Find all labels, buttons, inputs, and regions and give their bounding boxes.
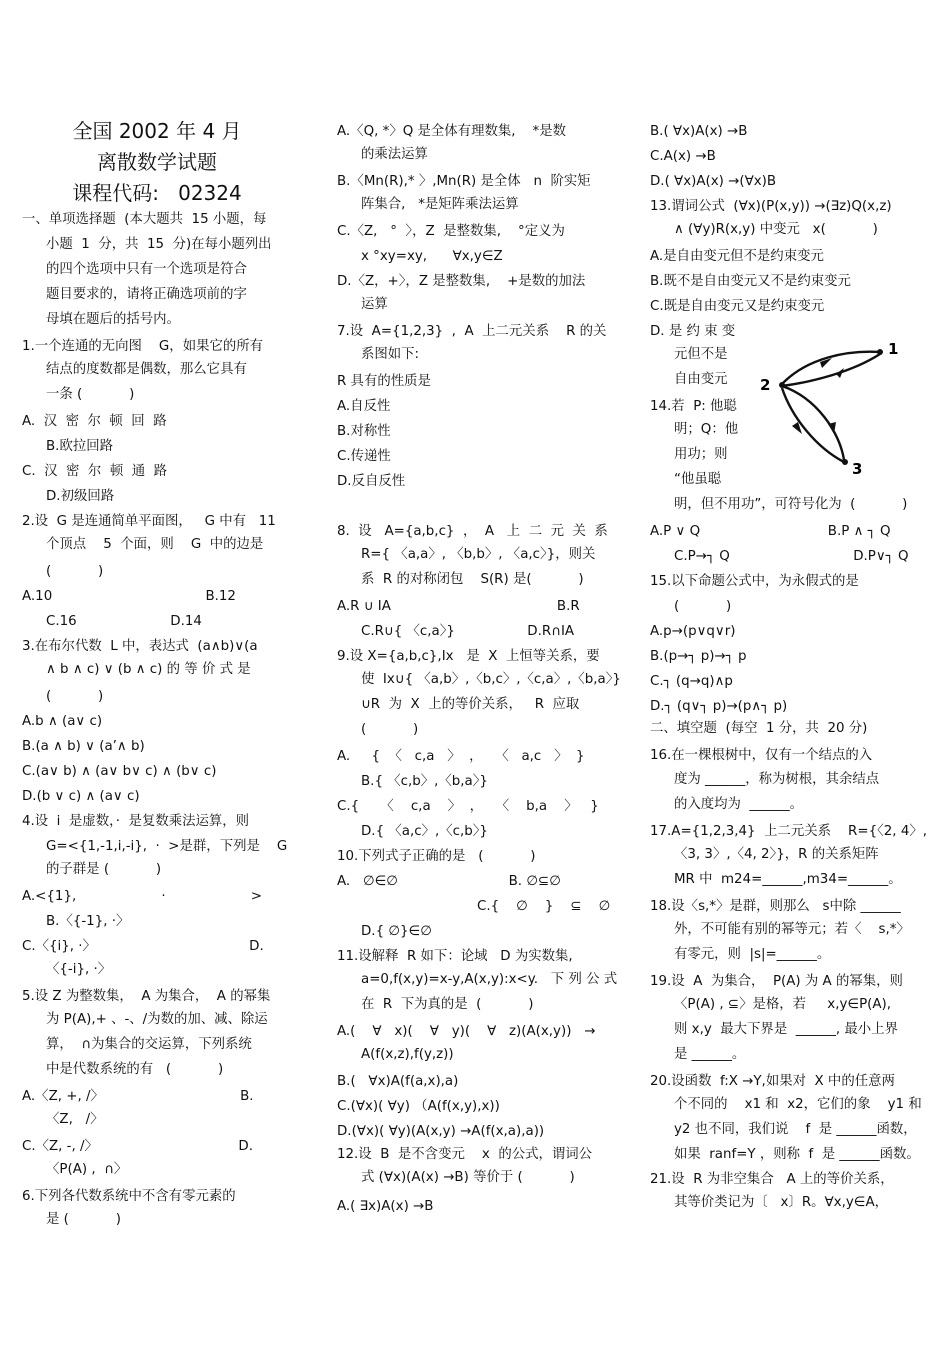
text-line: C.既是自由变元又是约束变元 — [650, 299, 825, 314]
text-line: B.{ 〈c,b〉,〈b,a〉} — [361, 774, 488, 789]
text-line: 17.A={1,2,3,4} 上二元关系 R={〈2, 4〉, — [650, 824, 927, 839]
text-line: C.〈{i}, ·〉 D. — [22, 939, 264, 954]
text-line: 母填在题后的括号内。 — [46, 312, 180, 327]
text-line: 15.以下命题公式中，为永假式的是 — [650, 574, 859, 589]
text-line: ( ) — [46, 564, 104, 579]
text-line: 是 ( ) — [46, 1212, 121, 1227]
text-line: B.既不是自由变元又不是约束变元 — [650, 274, 851, 289]
text-line: A.〈Q, *〉Q 是全体有理数集, *是数 — [337, 124, 566, 139]
text-line: 一条 ( ) — [46, 387, 135, 402]
text-line: 系图如下: — [361, 347, 420, 362]
text-line: C.〈Z, ° 〉，Z 是整数集, °定义为 — [337, 224, 565, 239]
text-line: 度为 ______，称为树根，其余结点 — [674, 772, 880, 787]
text-line: D.〈Z，+〉，Z 是整数集, +是数的加法 — [337, 274, 586, 289]
text-line: 中是代数系统的有 ( ) — [46, 1062, 224, 1077]
text-line: A.( ∀ x)( ∀ y)( ∀ z)(A(x,y)) → — [337, 1024, 596, 1039]
text-line: x °xy=xy, ∀x,y∈Z — [361, 249, 503, 264]
edge-2-to-1-upper — [782, 352, 880, 384]
text-line: A(f(x,z),f(y,z)) — [361, 1047, 454, 1062]
text-line: A.〈Z, +, /〉 B. — [22, 1089, 254, 1104]
text-line: 〈{-i}, ·〉 — [46, 962, 112, 977]
course-code: 课程代码: 02324 — [72, 181, 242, 205]
text-line: 如果 ranf=Y ，则称 f 是 ______函数。 — [674, 1147, 920, 1162]
text-line: ∧ b ∧ c) ∨ (b ∧ c) 的 等 价 式 是 — [46, 662, 251, 677]
text-line: 5.设 Z 为整数集， A 为集合， A 的幂集 — [22, 989, 271, 1004]
text-line: 系 R 的对称闭包 S(R) 是( ) — [361, 572, 584, 587]
text-line: 7.设 A={1,2,3} , A 上二元关系 R 的关 — [337, 324, 607, 339]
text-line: 二、填空题 (每空 1 分，共 20 分) — [650, 721, 868, 736]
text-line: B.对称性 — [337, 424, 391, 439]
text-line: A.自反性 — [337, 399, 391, 414]
text-line: R={ 〈a,a〉, 〈b,b〉, 〈a,c〉}，则关 — [361, 547, 596, 562]
text-line: A.( ∃x)A(x) →B — [337, 1199, 434, 1214]
text-line: 一、单项选择题 (本大题共 15 小题，每 — [22, 212, 267, 227]
text-line: C.传递性 — [337, 449, 391, 464]
text-line: 12.设 B 是不含变元 x 的公式，谓词公 — [337, 1147, 593, 1162]
text-line: D.{ 〈a,c〉,〈c,b〉} — [361, 824, 488, 839]
text-line: D.┐ (q∨┐ p)→(p∧┐ p) — [650, 699, 788, 714]
text-line: D.初级回路 — [46, 489, 115, 504]
text-line: C. 汉 密 尔 顿 通 路 — [22, 464, 168, 479]
text-line: 1.一个连通的无向图 G，如果它的所有 — [22, 339, 264, 354]
text-line: 〈P(A) , ∩〉 — [46, 1162, 128, 1177]
text-line: D. 是 约 束 变 — [650, 324, 736, 339]
text-line: R 具有的性质是 — [337, 374, 431, 389]
text-line: 6.下列各代数系统中不含有零元素的 — [22, 1189, 236, 1204]
text-line: 小题 1 分，共 15 分)在每小题列出 — [46, 237, 272, 252]
text-line: C.(a∨ b) ∧ (a∨ b∨ c) ∧ (b∨ c) — [22, 764, 217, 779]
text-line: 的子群是 ( ) — [46, 862, 162, 877]
text-line: B.( ∀x)A(x) →B — [650, 124, 748, 139]
text-line: D.反自反性 — [337, 474, 406, 489]
text-line: 使 Ix∪{ 〈a,b〉,〈b,c〉,〈c,a〉,〈b,a〉} — [361, 672, 621, 687]
text-line: 有零元，则 |s|=______。 — [674, 947, 831, 962]
text-line: A.是自由变元但不是约束变元 — [650, 249, 824, 264]
text-line: 题目要求的，请将正确选项前的字 — [46, 287, 247, 302]
text-line: 其等价类记为〔 x〕R。∀x,y∈A， — [674, 1195, 888, 1210]
node-2 — [779, 382, 785, 388]
text-line: 结点的度数都是偶数，那么它具有 — [46, 362, 247, 377]
text-line: y2 也不同，我们说 f 是 ______函数， — [674, 1122, 917, 1137]
text-line: 在 R 下为真的是 ( ) — [361, 997, 534, 1012]
text-line: B.(p→┐ p)→┐ p — [650, 649, 747, 664]
text-line: 4.设 i 是虚数，· 是复数乘法运算，则 — [22, 814, 250, 829]
node-label-2: 2 — [760, 376, 771, 394]
text-line: B.( ∀x)A(f(a,x),a) — [337, 1074, 459, 1089]
text-line: 14.若 P: 他聪 — [650, 399, 737, 414]
text-line: 是 ______。 — [674, 1047, 746, 1062]
text-line: A. ∅∈∅ B. ∅⊆∅ — [337, 874, 561, 889]
text-line: C.(∀x)( ∀y) （A(f(x,y),x)) — [337, 1099, 500, 1114]
text-line: 21.设 R 为非空集合 A 上的等价关系， — [650, 1172, 894, 1187]
text-line: C.R∪{ 〈c,a〉} D.R∩IA — [361, 624, 575, 639]
text-line: 则 x,y 最大下界是 ______, 最小上界 — [674, 1022, 898, 1037]
text-line: 〈3, 3〉,〈4, 2〉}，R 的关系矩阵 — [674, 847, 879, 862]
text-line: 11.设解释 R 如下：论域 D 为实数集, — [337, 949, 573, 964]
text-line: ( ) — [674, 599, 732, 614]
text-line: “他虽聪 — [674, 472, 722, 487]
node-label-3: 3 — [852, 460, 863, 478]
text-line: D.(b ∨ c) ∧ (a∨ c) — [22, 789, 140, 804]
text-line: D.( ∀x)A(x) →(∀x)B — [650, 174, 777, 189]
text-line: 13.谓词公式 (∀x)(P(x,y)) →(∃z)Q(x,z) — [650, 199, 892, 214]
text-line: 明，但不用功”，可符号化为 ( ) — [674, 497, 908, 512]
text-line: ( ) — [46, 689, 104, 704]
text-line: D.(∀x)( ∀y)(A(x,y) →A(f(x,a),a)) — [337, 1124, 545, 1139]
text-line: 个顶点 5 个面，则 G 中的边是 — [46, 537, 264, 552]
text-line: 9.设 X={a,b,c},Ix 是 X 上恒等关系，要 — [337, 649, 600, 664]
text-line: 外，不可能有别的幂等元；若〈 s,*〉 — [674, 922, 910, 937]
text-line: A.p→(p∨q∨r) — [650, 624, 736, 639]
text-line: 20.设函数 f:X →Y,如果对 X 中的任意两 — [650, 1074, 895, 1089]
text-line: 的乘法运算 — [361, 147, 428, 162]
text-line: MR 中 m24=______,m34=______。 — [674, 872, 902, 887]
text-line: 3.在布尔代数 L 中，表达式 (a∧b)∨(a — [22, 639, 258, 654]
text-line: C.〈Z, -, /〉 D. — [22, 1139, 253, 1154]
text-line: B.欧拉回路 — [46, 439, 114, 454]
relation-graph-figure — [752, 338, 902, 478]
node-1 — [877, 349, 883, 355]
text-line: 用功；则 — [674, 447, 728, 462]
text-line: ( ) — [361, 722, 419, 737]
text-line: 个不同的 x1 和 x2，它们的象 y1 和 — [674, 1097, 922, 1112]
text-line: C.A(x) →B — [650, 149, 716, 164]
text-line: 式 (∀x)(A(x) →B) 等价于 ( ) — [361, 1170, 575, 1185]
text-line: A.b ∧ (a∨ c) — [22, 714, 103, 729]
text-line: 〈P(A) , ⊆〉是格，若 x,y∈P(A), — [674, 997, 892, 1012]
text-line: 〈Z, /〉 — [46, 1112, 104, 1127]
text-line: 8. 设 A={a,b,c} ， A 上 二 元 关 系 — [337, 524, 608, 539]
text-line: 算， ∩为集合的交运算，下列系统 — [46, 1037, 252, 1052]
node-label-1: 1 — [888, 340, 899, 358]
text-line: A.P ∨ Q B.P ∧ ┐ Q — [650, 524, 891, 539]
text-line: 16.在一棵根树中，仅有一个结点的入 — [650, 748, 873, 763]
text-line: C.┐ (q→q)∧p — [650, 674, 733, 689]
text-line: 的四个选项中只有一个选项是符合 — [46, 262, 247, 277]
text-line: 2.设 G 是连通简单平面图， G 中有 11 — [22, 514, 276, 529]
text-line: D.{ ∅}∈∅ — [361, 924, 432, 939]
text-line: B.〈{-1}, ·〉 — [46, 914, 130, 929]
text-line: 运算 — [361, 297, 388, 312]
text-line: A.10 B.12 — [22, 589, 236, 604]
text-line: 元但不是 — [674, 347, 728, 362]
text-line: C.16 D.14 — [46, 614, 202, 629]
text-line: 阵集合, *是矩阵乘法运算 — [361, 197, 519, 212]
exam-subject: 离散数学试题 — [97, 150, 217, 174]
text-line: B.〈Mn(R),* 〉,Mn(R) 是全体 n 阶实矩 — [337, 174, 591, 189]
text-line: 自由变元 — [674, 372, 728, 387]
text-line: 的入度均为 ______。 — [674, 797, 804, 812]
text-line: 明；Q：他 — [674, 422, 739, 437]
text-line: A.<{1}, · > — [22, 889, 262, 904]
exam-title: 全国 2002 年 4 月 — [72, 119, 242, 143]
text-line: 19.设 A 为集合， P(A) 为 A 的幂集，则 — [650, 974, 903, 989]
text-line: A. 汉 密 尔 顿 回 路 — [22, 414, 167, 429]
node-3 — [842, 459, 848, 465]
text-line: a=0,f(x,y)=x-y,A(x,y):x<y. 下 列 公 式 — [361, 972, 618, 987]
text-line: A. { 〈 c,a 〉 ， 〈 a,c 〉 } — [337, 749, 585, 764]
text-line: C.{ 〈 c,a 〉 ， 〈 b,a 〉 } — [337, 799, 599, 814]
text-line: 18.设〈s,*〉是群，则那么 s中除 ______ — [650, 899, 901, 914]
text-line: A.R ∪ IA B.R — [337, 599, 580, 614]
text-line: ∧ (∀y)R(x,y) 中变元 x( ) — [674, 222, 878, 237]
text-line: C.{ ∅ } ⊆ ∅ — [477, 899, 611, 914]
text-line: C.P→┐ Q D.P∨┐ Q — [674, 549, 909, 564]
text-line: ∪R 为 X 上的等价关系， R 应取 — [361, 697, 580, 712]
text-line: G=<{1,-1,i,-i}, · >是群，下列是 G — [46, 839, 288, 854]
text-line: B.(a ∧ b) ∨ (a’∧ b) — [22, 739, 145, 754]
text-line: 10.下列式子正确的是 ( ) — [337, 849, 536, 864]
text-line: 为 P(A),+ 、-、/为数的加、减、除运 — [46, 1012, 268, 1027]
